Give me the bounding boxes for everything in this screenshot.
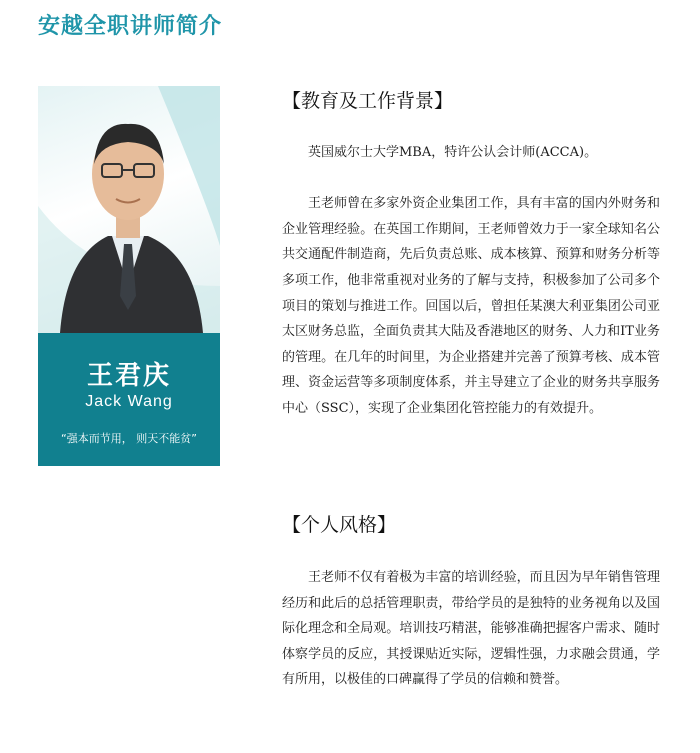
- instructor-name-cn: 王君庆: [86, 361, 171, 391]
- instructor-motto: “强本而节用， 则天不能贫”: [61, 432, 197, 445]
- paragraph-teaching-style: 王老师不仅有着极为丰富的培训经验，而且因为早年销售管理经历和此后的总括管理职责，带给学员的是独特的业务视角以及国际化理念和全局观。培训技巧精湛，能够准确把握客户需求、随时体察学员的反应，其授课贴近实际，逻辑性强，力求融会贯通，学有所用，以极佳的口碑赢得了学员的信赖和赞誉。: [282, 570, 660, 688]
- section-heading-background: 【教育及工作背景】: [282, 90, 454, 112]
- paragraph-work-history: 王老师曾在多家外资企业集团工作，具有丰富的国内外财务和企业管理经验。在英国工作期间，王老师曾效力于一家全球知名公共交通配件制造商，先后负责总账、成本核算、预算和财务分析等多项工作，他非常重视对业务的了解与支持，积极参加了公司多个项目的策划与推进工作。回国以后，曾担任某澳大利亚集团公司亚太区财务总监，全面负责其大陆及香港地区的财务、人力和IT业务的管理。在几年的时间里，为企业搭建并完善了预算考核、成本管理、资金运营等多项制度体系，并主导建立了企业的财务共享服务中心（SSC），实现了企业集团化管控能力的有效提升。: [282, 196, 660, 416]
- page-title: 安越全职讲师简介: [38, 14, 223, 39]
- instructor-name-en: Jack Wang: [85, 393, 173, 410]
- instructor-photo: [38, 86, 220, 333]
- instructor-card: [38, 86, 220, 466]
- section-body-style: [282, 565, 660, 693]
- section-body-background: [282, 140, 660, 422]
- name-panel: [38, 333, 220, 466]
- section-heading-style: 【个人风格】: [282, 514, 397, 536]
- paragraph-education: 英国威尔士大学MBA，特许公认会计师(ACCA)。: [308, 145, 598, 160]
